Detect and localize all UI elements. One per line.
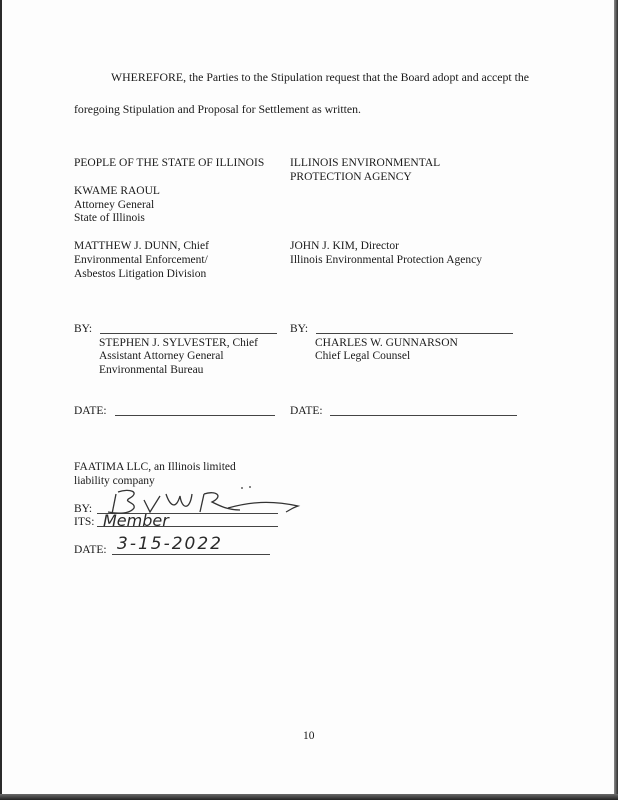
scan-edge-left [0,0,2,800]
left-signature-line [100,333,277,334]
right-signature-line [316,333,513,334]
right-party-line-2: PROTECTION AGENCY [290,171,412,183]
right-date-line [330,415,517,416]
left-signer-title-2: Environmental Bureau [99,364,204,376]
right-date-label: DATE: [290,405,323,417]
respondent-by-label: BY: [74,503,93,515]
ag-state: State of Illinois [74,212,145,224]
ag-name: KWAME RAOUL [74,185,160,197]
respondent-date-line [112,554,270,555]
left-date-line [115,415,275,416]
left-signer-name: STEPHEN J. SYLVESTER, Chief [99,337,258,349]
respondent-line-2: liability company [74,475,155,487]
left-signer-title-1: Assistant Attorney General [99,350,224,362]
handwritten-date: 3-15-2022 [117,534,223,554]
director-name: JOHN J. KIM, Director [290,240,399,252]
left-party-name: PEOPLE OF THE STATE OF ILLINOIS [74,157,265,169]
director-agency: Illinois Environmental Protection Agency [290,254,482,266]
respondent-line-1: FAATIMA LLC, an Illinois limited [74,461,236,473]
right-party-line-1: ILLINOIS ENVIRONMENTAL [290,157,441,169]
right-signer-title: Chief Legal Counsel [315,350,411,362]
left-by-label: BY: [74,323,93,335]
paragraph-line-2: foregoing Stipulation and Proposal for Settlement as written. [74,102,362,116]
right-signer-name: CHARLES W. GUNNARSON [315,337,458,349]
chief-name: MATTHEW J. DUNN, Chief [74,240,209,252]
right-by-label: BY: [290,323,309,335]
handwritten-its: Member [103,511,169,530]
respondent-date-label: DATE: [74,544,107,556]
scan-edge-right [614,0,618,800]
paragraph-line-1: WHEREFORE, the Parties to the Stipulation request that the Board adopt and accept the [111,70,530,84]
left-date-label: DATE: [74,405,107,417]
chief-division-line-1: Environmental Enforcement/ [74,254,208,266]
respondent-its-label: ITS: [74,516,95,528]
chief-division-line-2: Asbestos Litigation Division [74,268,207,280]
page-number: 10 [303,730,315,742]
scan-edge-bottom [0,794,618,800]
ag-title: Attorney General [74,199,155,211]
